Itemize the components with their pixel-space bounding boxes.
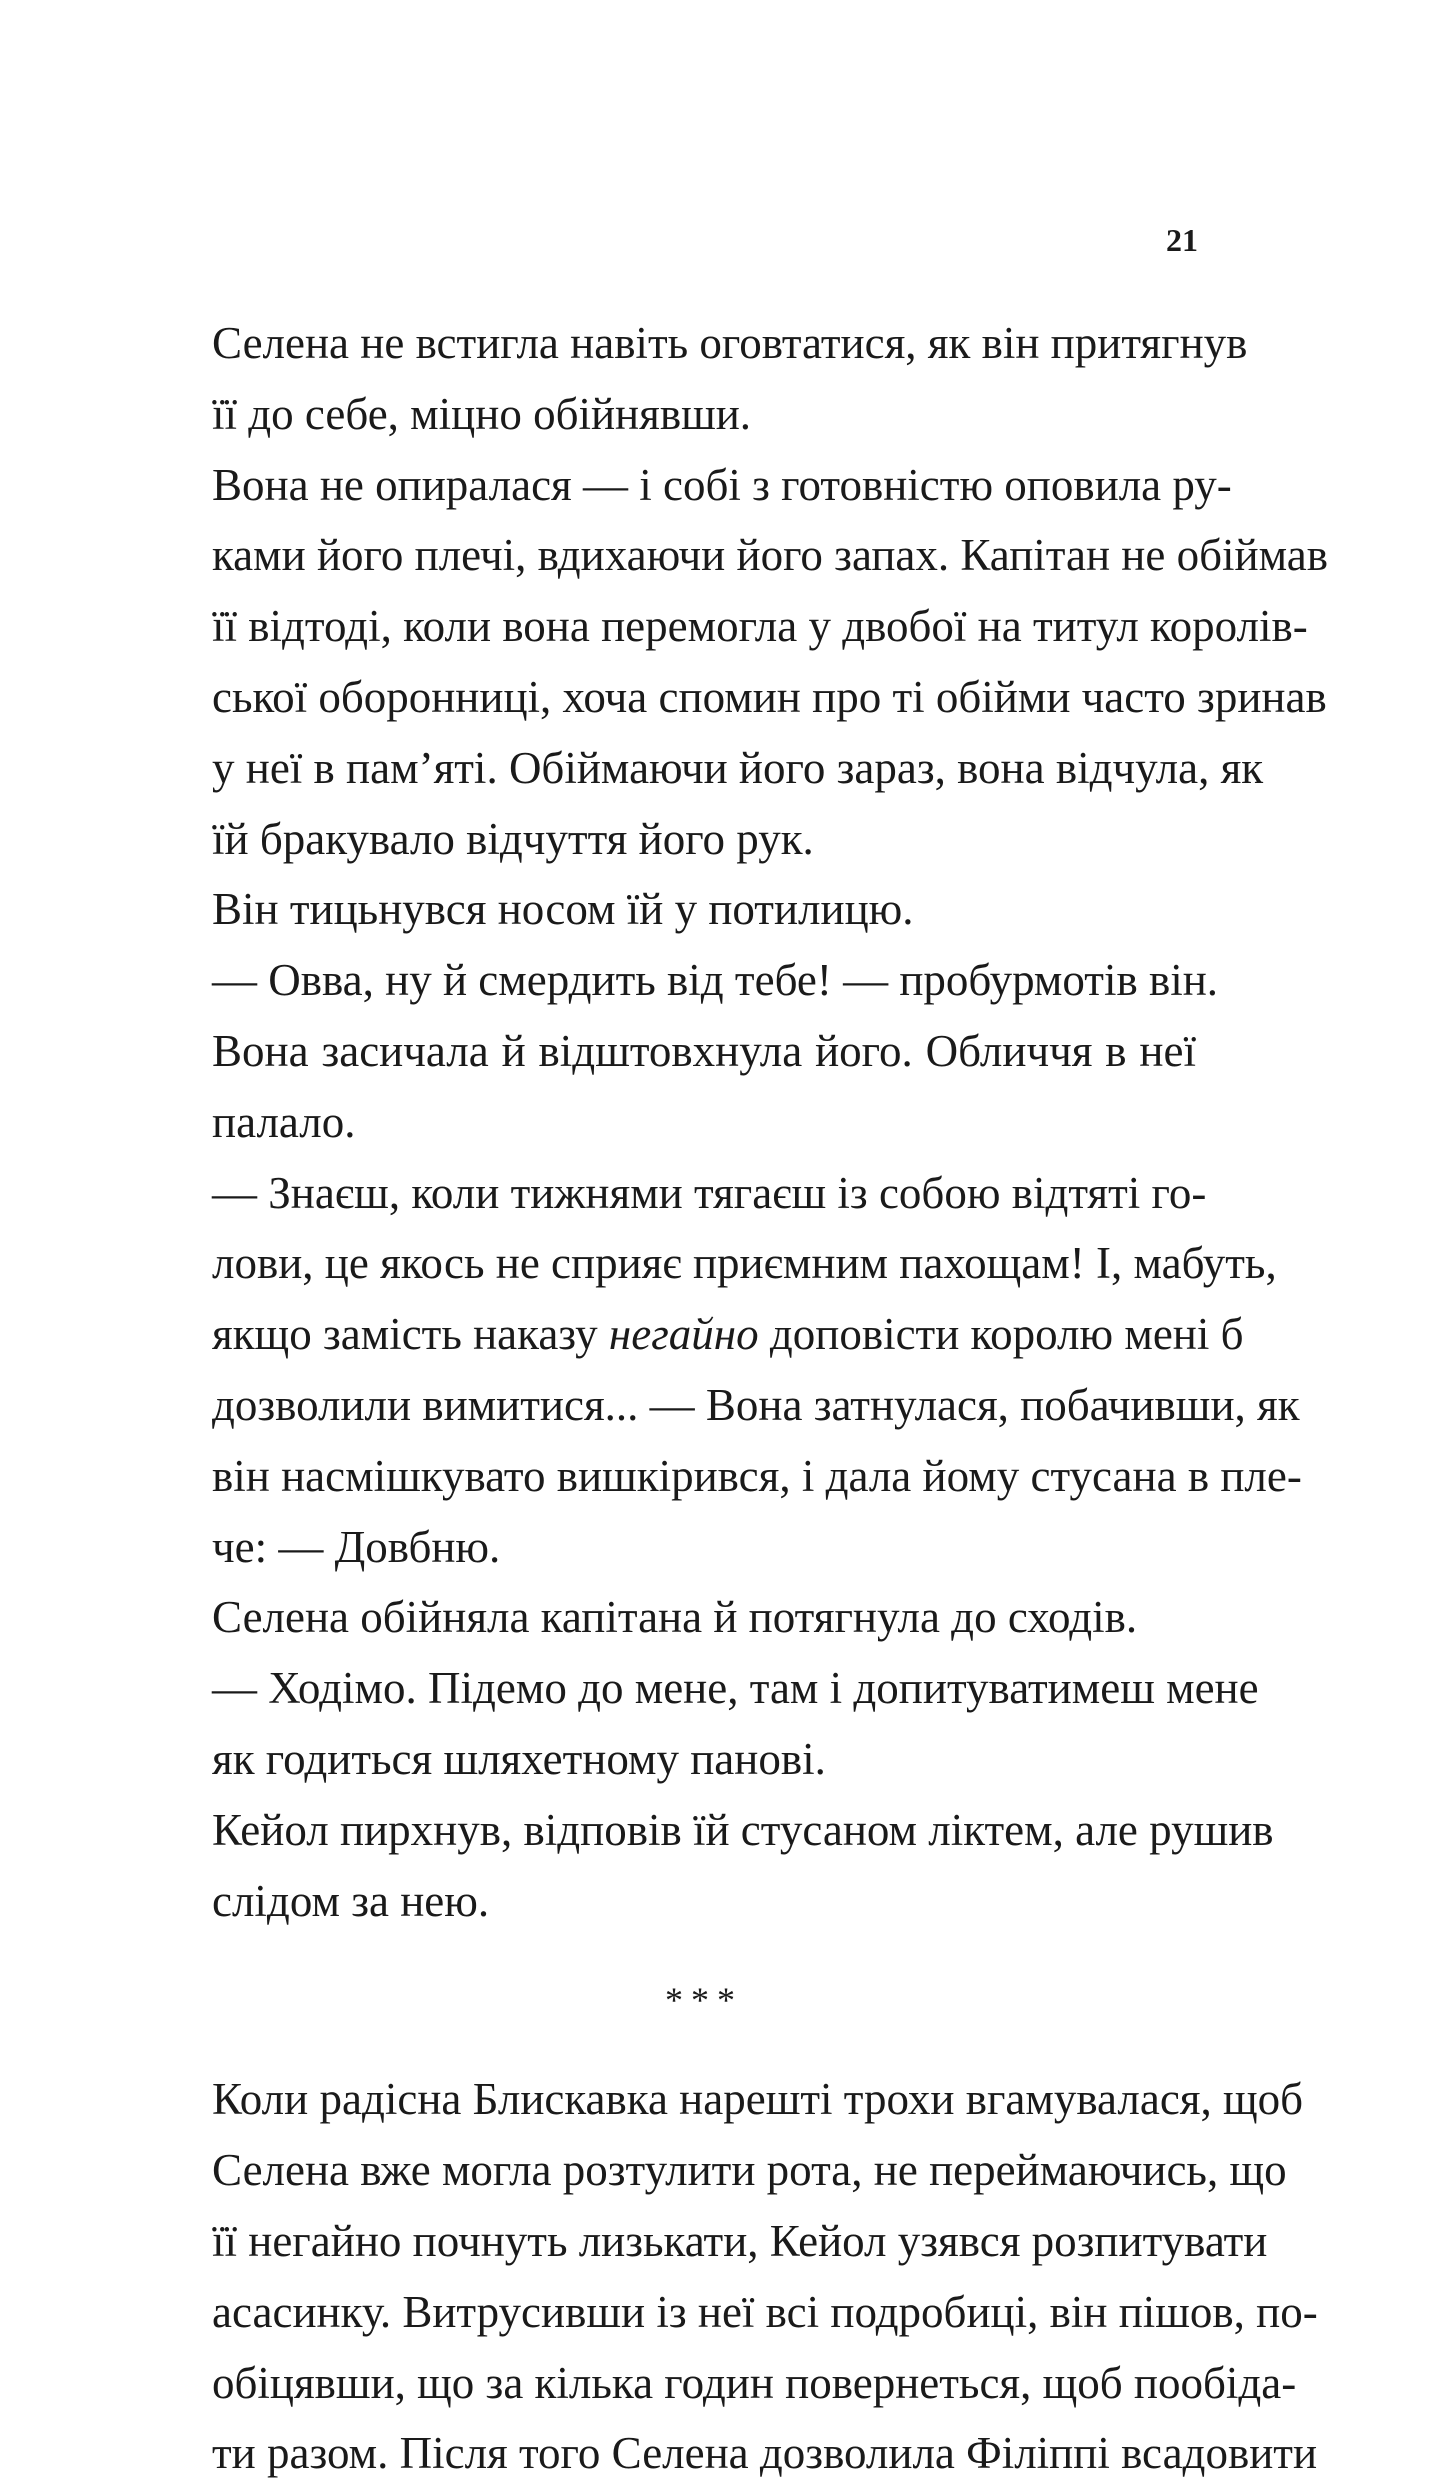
text-line: слідом за нею. — [212, 1875, 490, 1926]
text-line: ками його плечі, вдихаючи його запах. Капітан не обіймав — [212, 530, 1328, 581]
text-line: палало. — [212, 1096, 356, 1147]
text-line: Коли радісна Блискавка нарешті трохи вгамувалася, щоб — [212, 2074, 1304, 2125]
page-number: 21 — [1166, 222, 1198, 258]
text-line: ти разом. Після того Селена дозволила Філіппі всадовити — [212, 2428, 1318, 2479]
text-line: Кейол пирхнув, відповів їй стусаном ліктем, але рушив — [212, 1804, 1274, 1855]
text-line: Вона не опиралася — і собі з готовністю оповила ру- — [212, 459, 1232, 510]
text-line: лови, це якось не сприяє приємним пахощам! І, мабуть, — [212, 1238, 1277, 1289]
section-separator: *** — [665, 1980, 743, 2021]
section-2 — [212, 2064, 1318, 2489]
text-line: Вона засичала й відштовхнула його. Обличчя в неї — [212, 1025, 1196, 1076]
text-line: їй бракувало відчуття його рук. — [212, 813, 814, 864]
text-line: як годиться шляхетному панові. — [212, 1733, 826, 1784]
text-line: ської оборонниці, хоча спомин про ті обійми часто зринав — [212, 671, 1327, 722]
body-text — [212, 308, 1328, 2489]
text-segment: доповісти королю мені б — [758, 1309, 1244, 1360]
text-line: — Знаєш, коли тижнями тягаєш із собою відтяті го- — [212, 1167, 1207, 1218]
italic-emphasis: негайно — [608, 1309, 759, 1360]
text-line: — Ходімо. Підемо до мене, там і допитуватимеш мене — [212, 1663, 1259, 1714]
text-line: її до себе, міцно обійнявши. — [212, 388, 752, 439]
text-line: у неї в пам’яті. Обіймаючи його зараз, вона відчула, як — [212, 742, 1264, 793]
text-line — [212, 1299, 1244, 1370]
text-line: її негайно почнуть лизькати, Кейол узявся розпитувати — [212, 2215, 1268, 2266]
text-line: Селена обійняла капітана й потягнула до сходів. — [212, 1592, 1138, 1643]
section-1 — [212, 308, 1328, 1936]
text-line: він насмішкувато вишкірився, і дала йому стусана в пле- — [212, 1450, 1302, 1501]
text-line: обіцявши, що за кілька годин повернеться, щоб пообіда- — [212, 2357, 1297, 2408]
text-line: її відтоді, коли вона перемогла у двобої на титул королів- — [212, 601, 1308, 652]
text-segment: якщо замість наказу — [212, 1309, 609, 1360]
text-line: Селена не встигла навіть оговтатися, як він притягнув — [212, 318, 1248, 368]
text-line: дозволили вимитися... — Вона затнулася, побачивши, як — [212, 1379, 1300, 1430]
text-line: Він тицьнувся носом їй у потилицю. — [212, 884, 914, 935]
text-line: че: — Довбню. — [212, 1521, 501, 1572]
text-line: асасинку. Витрусивши із неї всі подробиці, він пішов, по- — [212, 2286, 1318, 2337]
text-line: — Овва, ну й смердить від тебе! — пробурмотів він. — [212, 955, 1219, 1006]
text-line: Селена вже могла розтулити рота, не переймаючись, що — [212, 2145, 1287, 2196]
